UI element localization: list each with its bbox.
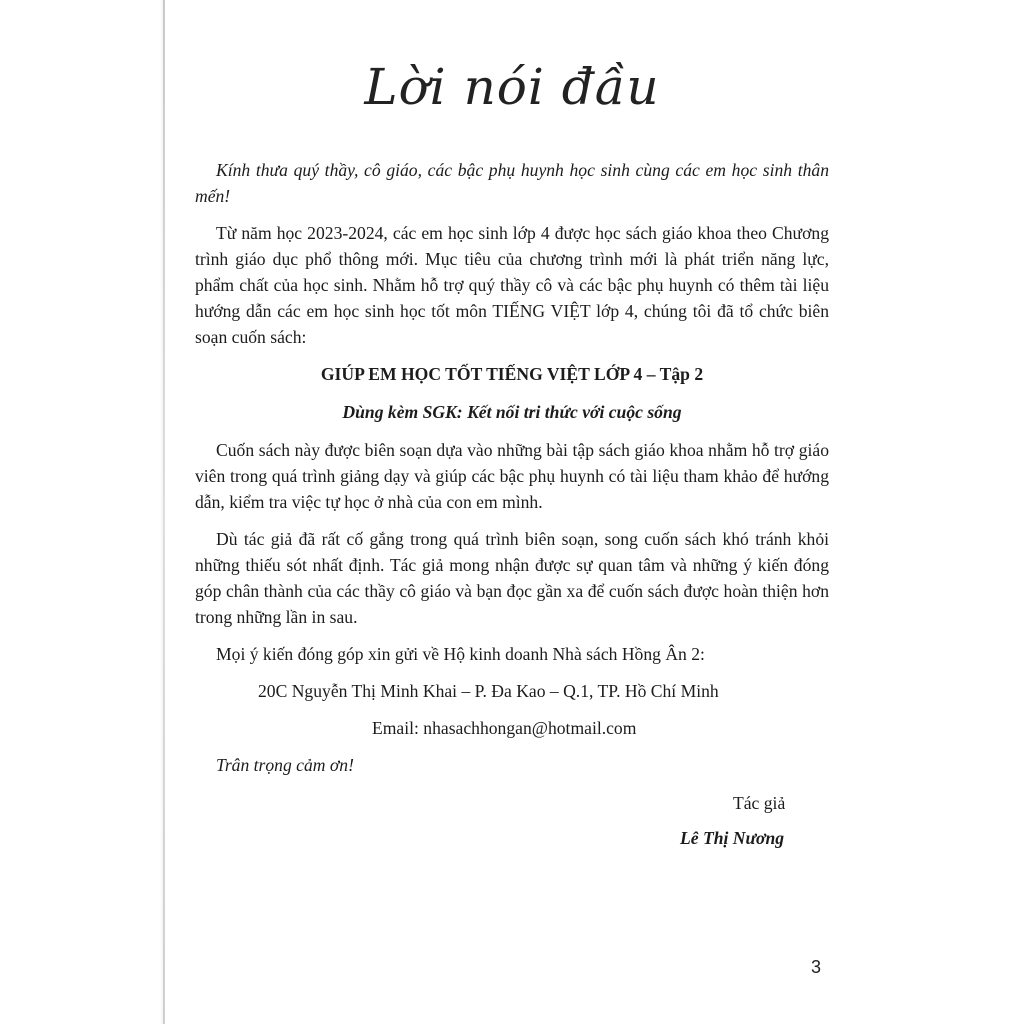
purpose-paragraph: Cuốn sách này được biên soạn dựa vào những bài tập sách giáo khoa nhằm hỗ trợ giáo viên trong quá trình giảng dạy và giúp các bậc phụ huynh có tài liệu tham khảo để hướng dẫn, kiểm tra việc tự học ở nhà của con em mình. — [195, 440, 829, 512]
greeting-paragraph: Kính thưa quý thầy, cô giáo, các bậc phụ huynh học sinh cùng các em học sinh thân mến! — [195, 160, 829, 206]
author-name: Lê Thị Nương — [680, 828, 785, 848]
page-number: 3 — [811, 957, 822, 977]
book-title: GIÚP EM HỌC TỐT TIẾNG VIỆT LỚP 4 – Tập 2 — [320, 364, 704, 384]
page-binding-edge — [163, 0, 165, 1024]
author-label: Tác giả — [733, 793, 786, 813]
contact-intro: Mọi ý kiến đóng góp xin gửi về Hộ kinh doanh Nhà sách Hồng Ân 2: — [216, 644, 705, 664]
intro-paragraph: Từ năm học 2023-2024, các em học sinh lớp 4 được học sách giáo khoa theo Chương trình giáo dục phổ thông mới. Mục tiêu của chương trình mới là phát triển năng lực, phẩm chất của học sinh. Nhằm hỗ trợ quý thầy cô và các bậc phụ huynh có thêm tài liệu hướng dẫn các em học sinh học tốt môn TIẾNG VIỆT lớp 4, chúng tôi đã tổ chức biên soạn cuốn sách: — [195, 223, 829, 347]
foreword-body — [195, 157, 829, 789]
page-title: Lời nói đầu — [364, 58, 660, 116]
contact-email: Email: nhasachhongan@hotmail.com — [372, 718, 637, 738]
feedback-paragraph: Dù tác giả đã rất cố gắng trong quá trình biên soạn, song cuốn sách khó tránh khỏi những thiếu sót nhất định. Tác giả mong nhận được sự quan tâm và những ý kiến đóng góp chân thành của các thầy cô giáo và bạn đọc gần xa để cuốn sách được hoàn thiện hơn trong những lần in sau. — [195, 529, 829, 627]
contact-address: 20C Nguyễn Thị Minh Khai – P. Đa Kao – Q.1, TP. Hồ Chí Minh — [258, 681, 719, 701]
book-subtitle: Dùng kèm SGK: Kết nối tri thức với cuộc sống — [342, 402, 682, 422]
closing-line: Trân trọng cảm ơn! — [216, 755, 354, 775]
